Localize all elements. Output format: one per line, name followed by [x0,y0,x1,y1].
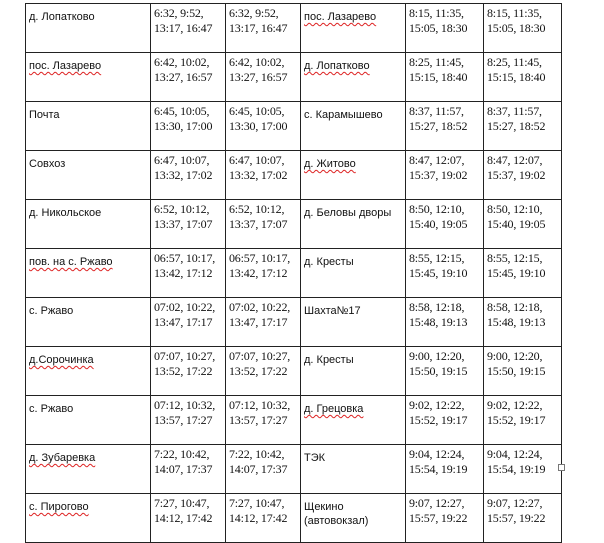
time-line: 15:52, 19:17 [487,413,546,427]
time-line: 9:07, 12:27, [409,496,465,510]
table-row [26,200,562,249]
stop-name-outbound [26,4,151,53]
time-line: 9:04, 12:24, [409,447,465,461]
time-line: 9:04, 12:24, [487,447,543,461]
time-line: 8:50, 12:10, [409,202,465,216]
table-row [26,494,562,543]
time-line: 15:54, 19:19 [487,462,546,476]
stop-name-outbound [26,151,151,200]
time-line: 8:47, 12:07, [487,153,543,167]
time-line: 7:22, 10:42, [229,447,285,461]
departure-times-outbound-2 [226,494,301,543]
time-line: 14:12, 17:42 [229,511,288,525]
time-line: 15:40, 19:05 [487,217,546,231]
departure-times-outbound-2 [226,4,301,53]
time-line: 7:22, 10:42, [154,447,210,461]
departure-times-return-2 [484,249,562,298]
departure-times-outbound-1 [151,249,226,298]
departure-times-outbound-2 [226,298,301,347]
time-line: 9:00, 12:20, [487,349,543,363]
departure-times-return-1 [406,445,484,494]
time-line: 15:57, 19:22 [409,511,468,525]
table-resize-handle[interactable] [558,464,565,471]
time-line: 13:52, 17:22 [229,364,288,378]
stop-label: д. Лопатково [29,11,95,23]
stop-name-return [301,249,406,298]
departure-times-outbound-1 [151,494,226,543]
stop-name-return [301,298,406,347]
stop-name-return [301,347,406,396]
time-line: 8:15, 11:35, [409,6,464,20]
time-line: 13:42, 17:12 [154,266,213,280]
time-line: 6:47, 10:07, [229,153,285,167]
time-line: 13:47, 17:17 [154,315,213,329]
stop-label: д. Лопатково [304,60,370,72]
stop-name-outbound [26,445,151,494]
time-line: 15:45, 19:10 [487,266,546,280]
departure-times-return-2 [484,4,562,53]
stop-name-outbound [26,347,151,396]
time-line: 13:17, 16:47 [154,21,213,35]
time-line: 15:05, 18:30 [409,21,468,35]
stop-label: пов. на с. Ржаво [29,256,113,268]
stop-name-return [301,151,406,200]
stop-label: Щекино (автовокзал) [304,501,369,527]
time-line: 07:12, 10:32, [154,398,216,412]
time-line: 8:55, 12:15, [409,251,465,265]
departure-times-outbound-2 [226,102,301,151]
time-line: 8:50, 12:10, [487,202,543,216]
departure-times-return-2 [484,494,562,543]
departure-times-return-1 [406,396,484,445]
time-line: 9:02, 12:22, [487,398,543,412]
time-line: 6:42, 10:02, [154,55,210,69]
table-row [26,53,562,102]
time-line: 13:30, 17:00 [154,119,213,133]
departure-times-outbound-1 [151,298,226,347]
time-line: 13:17, 16:47 [229,21,288,35]
stop-label: с. Ржаво [29,305,74,317]
departure-times-return-2 [484,347,562,396]
time-line: 8:58, 12:18, [409,300,465,314]
departure-times-outbound-2 [226,347,301,396]
departure-times-return-1 [406,4,484,53]
time-line: 13:27, 16:57 [229,70,288,84]
stop-label: Почта [29,109,60,121]
stop-name-return [301,4,406,53]
time-line: 15:50, 19:15 [409,364,468,378]
departure-times-outbound-1 [151,4,226,53]
departure-times-return-2 [484,53,562,102]
stop-name-outbound [26,200,151,249]
table-row [26,4,562,53]
stop-label: Шахта№17 [304,305,361,317]
time-line: 15:15, 18:40 [487,70,546,84]
stop-label: д. Житово [304,158,356,170]
time-line: 15:27, 18:52 [487,119,546,133]
stop-name-outbound [26,102,151,151]
departure-times-return-2 [484,200,562,249]
time-line: 9:07, 12:27, [487,496,543,510]
departure-times-outbound-2 [226,200,301,249]
time-line: 15:05, 18:30 [487,21,546,35]
stop-label: д.Сорочинка [29,354,94,366]
stop-name-outbound [26,494,151,543]
departure-times-return-1 [406,53,484,102]
time-line: 8:37, 11:57, [487,104,542,118]
table-row [26,396,562,445]
departure-times-return-2 [484,102,562,151]
departure-times-outbound-2 [226,53,301,102]
stop-label: пос. Лазарево [304,11,377,23]
time-line: 6:32, 9:52, [229,6,279,20]
time-line: 06:57, 10:17, [229,251,291,265]
departure-times-outbound-1 [151,53,226,102]
time-line: 15:45, 19:10 [409,266,468,280]
departure-times-outbound-1 [151,200,226,249]
time-line: 13:32, 17:02 [229,168,288,182]
stop-name-outbound [26,298,151,347]
stop-label: Совхоз [29,158,66,170]
stop-name-outbound [26,396,151,445]
time-line: 07:02, 10:22, [154,300,216,314]
time-line: 8:25, 11:45, [487,55,542,69]
departure-times-outbound-1 [151,347,226,396]
stop-label: д. Зубаревка [29,452,96,464]
time-line: 15:48, 19:13 [409,315,468,329]
time-line: 8:25, 11:45, [409,55,464,69]
stop-label: д. Грецовка [304,403,364,415]
stop-label: д. Никольское [29,207,102,219]
time-line: 07:07, 10:27, [154,349,216,363]
stop-label: ТЭК [304,452,326,464]
time-line: 06:57, 10:17, [154,251,216,265]
stop-label: пос. Лазарево [29,60,102,72]
time-line: 6:42, 10:02, [229,55,285,69]
stop-name-return [301,396,406,445]
departure-times-outbound-1 [151,102,226,151]
time-line: 15:57, 19:22 [487,511,546,525]
stop-name-return [301,102,406,151]
time-line: 8:15, 11:35, [487,6,542,20]
time-line: 8:37, 11:57, [409,104,464,118]
table-row [26,445,562,494]
departure-times-return-1 [406,102,484,151]
stop-name-return [301,494,406,543]
time-line: 13:47, 17:17 [229,315,288,329]
time-line: 13:52, 17:22 [154,364,213,378]
time-line: 9:02, 12:22, [409,398,465,412]
time-line: 6:45, 10:05, [229,104,285,118]
table-row [26,347,562,396]
time-line: 8:58, 12:18, [487,300,543,314]
time-line: 15:48, 19:13 [487,315,546,329]
stop-name-outbound [26,53,151,102]
time-line: 07:02, 10:22, [229,300,291,314]
stop-name-return [301,445,406,494]
stop-label: с. Пирогово [29,501,89,513]
departure-times-outbound-1 [151,445,226,494]
time-line: 13:30, 17:00 [229,119,288,133]
time-line: 13:57, 17:27 [154,413,213,427]
time-line: 14:12, 17:42 [154,511,213,525]
time-line: 6:47, 10:07, [154,153,210,167]
departure-times-outbound-2 [226,445,301,494]
time-line: 7:27, 10:47, [154,496,210,510]
time-line: 14:07, 17:37 [154,462,213,476]
time-line: 15:54, 19:19 [409,462,468,476]
time-line: 07:07, 10:27, [229,349,291,363]
departure-times-return-1 [406,347,484,396]
time-line: 15:50, 19:15 [487,364,546,378]
time-line: 13:57, 17:27 [229,413,288,427]
departure-times-outbound-2 [226,396,301,445]
time-line: 7:27, 10:47, [229,496,285,510]
time-line: 6:45, 10:05, [154,104,210,118]
time-line: 15:15, 18:40 [409,70,468,84]
departure-times-return-1 [406,249,484,298]
time-line: 15:40, 19:05 [409,217,468,231]
time-line: 13:37, 17:07 [229,217,288,231]
stop-name-return [301,200,406,249]
bus-timetable [25,3,562,543]
time-line: 15:37, 19:02 [487,168,546,182]
stop-label: с. Ржаво [29,403,74,415]
time-line: 15:37, 19:02 [409,168,468,182]
departure-times-return-1 [406,200,484,249]
stop-label: с. Карамышево [304,109,383,121]
departure-times-return-2 [484,151,562,200]
departure-times-outbound-1 [151,151,226,200]
stop-label: д. Беловы дворы [304,207,392,219]
time-line: 13:42, 17:12 [229,266,288,280]
time-line: 6:52, 10:12, [229,202,285,216]
time-line: 15:27, 18:52 [409,119,468,133]
table-row [26,151,562,200]
table-row [26,249,562,298]
time-line: 14:07, 17:37 [229,462,288,476]
time-line: 13:32, 17:02 [154,168,213,182]
departure-times-outbound-2 [226,249,301,298]
stop-label: д. Кресты [304,256,354,268]
time-line: 9:00, 12:20, [409,349,465,363]
time-line: 8:55, 12:15, [487,251,543,265]
time-line: 6:52, 10:12, [154,202,210,216]
stop-label: д. Кресты [304,354,354,366]
departure-times-return-2 [484,445,562,494]
table-row [26,298,562,347]
time-line: 6:32, 9:52, [154,6,204,20]
stop-name-return [301,53,406,102]
table-row [26,102,562,151]
time-line: 8:47, 12:07, [409,153,465,167]
departure-times-return-1 [406,494,484,543]
stop-name-outbound [26,249,151,298]
departure-times-return-1 [406,151,484,200]
departure-times-outbound-2 [226,151,301,200]
time-line: 07:12, 10:32, [229,398,291,412]
departure-times-return-2 [484,396,562,445]
time-line: 13:27, 16:57 [154,70,213,84]
departure-times-return-1 [406,298,484,347]
departure-times-outbound-1 [151,396,226,445]
departure-times-return-2 [484,298,562,347]
time-line: 13:37, 17:07 [154,217,213,231]
time-line: 15:52, 19:17 [409,413,468,427]
